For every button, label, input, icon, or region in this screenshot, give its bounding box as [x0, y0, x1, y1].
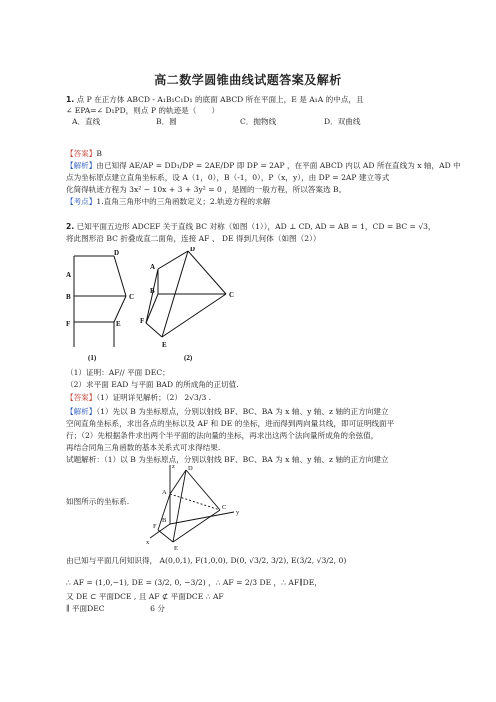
fig2-label-D: D	[190, 247, 196, 253]
q1-number: 1.	[66, 95, 75, 104]
fig2-label-E: E	[162, 341, 167, 349]
q2-answer	[66, 393, 211, 404]
fig3-label-D: D	[188, 465, 193, 472]
fig3-label-E: E	[174, 545, 178, 552]
q2-detail-1: 试题解析：（1）以 B 为坐标原点，分别以射线 BF、BC、BA 为 x 轴、y 轴、z 轴的正方向建立	[66, 455, 389, 464]
fig2-label-F: F	[140, 317, 145, 325]
fig1-label-B: B	[66, 293, 71, 301]
q2-known: 由已知与平面几何知识得， A(0,0,1), F(1,0,0), D(0, √3/2, 3/2), E(3/2, √3/2, 0)	[66, 556, 347, 565]
q1-point-text: 1.直角三角形中的三角函数定义；2.轨迹方程的求解	[96, 197, 271, 206]
q2-sub1: （1）证明：AF// 平面 DEC；	[66, 368, 170, 377]
fig2-label-C: C	[229, 291, 235, 299]
q2-detail-2: 如图所示的坐标系.	[66, 497, 130, 506]
fig3-label-B: B	[162, 517, 167, 524]
q2-answer-value: （1）证明详见解析；（2） 2√3/3 .	[96, 393, 212, 402]
q2-analysis-1	[66, 407, 389, 418]
q2-analysis-tag: 【解析】	[66, 407, 97, 416]
fig3-label-F: F	[153, 523, 157, 530]
q1-analysis-1	[66, 161, 461, 172]
q2-vector-3: ∥ 平面DEC 6 分	[66, 604, 165, 613]
q2-figures	[66, 247, 246, 365]
q1-analysis-2: 点为坐标原点建立直角坐标系，设 A（1，0），B（-1，0），P（x，y），由 DP = 2AP 建立等式	[66, 173, 390, 182]
q2-coordinate-figure	[146, 462, 246, 552]
fig3-label-A: A	[162, 489, 167, 496]
q1-option-a: A．直线	[72, 117, 101, 126]
q1-answer	[66, 149, 102, 160]
q1-option-d: D．双曲线	[324, 117, 361, 126]
q1-point	[66, 197, 270, 208]
q1-analysis-tag: 【解析】	[66, 161, 97, 170]
q1-option-b: B．圆	[156, 117, 177, 126]
q2-analysis-3: 行；（2）先根据条件求出两个半平面的法向量的坐标，再求出这两个法向量所成角的余弦值，	[66, 431, 379, 440]
q2-vector-1: ∴ AF = (1,0,−1), DE = (3/2, 0, −3/2) ，∴ AF = 2/3 DE ，∴ AF∥DE，	[66, 578, 322, 587]
fig3-label-C: C	[222, 504, 227, 511]
q2-analysis-2: 空间直角坐标系，求出各点的坐标以及 AF 和 DE 的坐标，进而得到两向量共线，即可证明线面平	[66, 419, 395, 428]
q1-answer-value: B	[96, 149, 102, 158]
q2-vector-2: 又 DE ⊂ 平面DCE , 且 AF ⊄ 平面DCE ∴ AF	[66, 592, 224, 601]
q2-number: 2.	[66, 222, 75, 231]
fig2-caption: (2)	[184, 354, 193, 362]
fig1-label-F: F	[66, 320, 71, 328]
fig2-label-A: A	[150, 263, 156, 271]
q1-answer-tag: 【答案】	[66, 149, 97, 158]
fig1-label-D: D	[114, 249, 120, 257]
q2-analysis-4: 再结合同角三角函数的基本关系式可求得结果.	[66, 443, 221, 452]
q1-options	[72, 117, 408, 128]
fig1-label-A: A	[66, 271, 72, 279]
q2-stem-2: 将此图形沿 BC 折叠成直二面角，连接 AF 、 DE 得到几何体（如图（2））	[66, 234, 321, 243]
q2-line1	[66, 222, 436, 233]
fig3-label-z: z	[172, 463, 175, 470]
q2-sub2: （2）求平面 EAD 与平面 BAD 的所成角的正切值.	[66, 380, 239, 389]
q1-stem-1: 点 P 在正方体 ABCD - A₁B₁C₁D₁ 的底面 ABCD 所在平面上，E 是 A₁A 的中点，且	[76, 95, 364, 104]
q1-point-tag: 【考点】	[66, 197, 97, 206]
fig3-label-x: x	[146, 539, 150, 546]
q1-stem-2: ∠ EPA=∠ D₁PD，则点 P 的轨迹是（ ）	[66, 106, 220, 115]
q1-line1	[66, 95, 364, 106]
q2-analysis-text-1: （1）先以 B 为坐标原点，分别以射线 BF、BC、BA 为 x 轴、y 轴、z 轴的正方向建立	[96, 407, 389, 416]
q1-analysis-text-1: 由已知得 AE/AP = DD₁/DP = 2AE/DP 即 DP = 2AP ，在平面 ABCD 内以 AD 所在直线为 x 轴，AD 中	[96, 161, 461, 170]
fig2-label-B: B	[150, 287, 155, 295]
fig1-label-E: E	[116, 320, 121, 328]
q2-answer-tag: 【答案】	[66, 393, 97, 402]
fig1-label-C: C	[129, 293, 135, 301]
q1-option-c: C．抛物线	[240, 117, 277, 126]
fig1-caption: (1)	[88, 354, 97, 362]
q2-stem-1: 已知平面五边形 ADCEF 关于直线 BC 对称（如图（1）），AD ⊥ CD, AD = AB = 1，CD = BC = √3，	[76, 222, 436, 231]
fig3-label-y: y	[236, 509, 240, 516]
page-title: 高二数学圆锥曲线试题答案及解析	[154, 73, 342, 87]
q1-analysis-3: 化简得轨迹方程为 3x² − 10x + 3 + 3y² = 0 ，是圆的一般方程，所以答案选 B。	[66, 185, 347, 194]
